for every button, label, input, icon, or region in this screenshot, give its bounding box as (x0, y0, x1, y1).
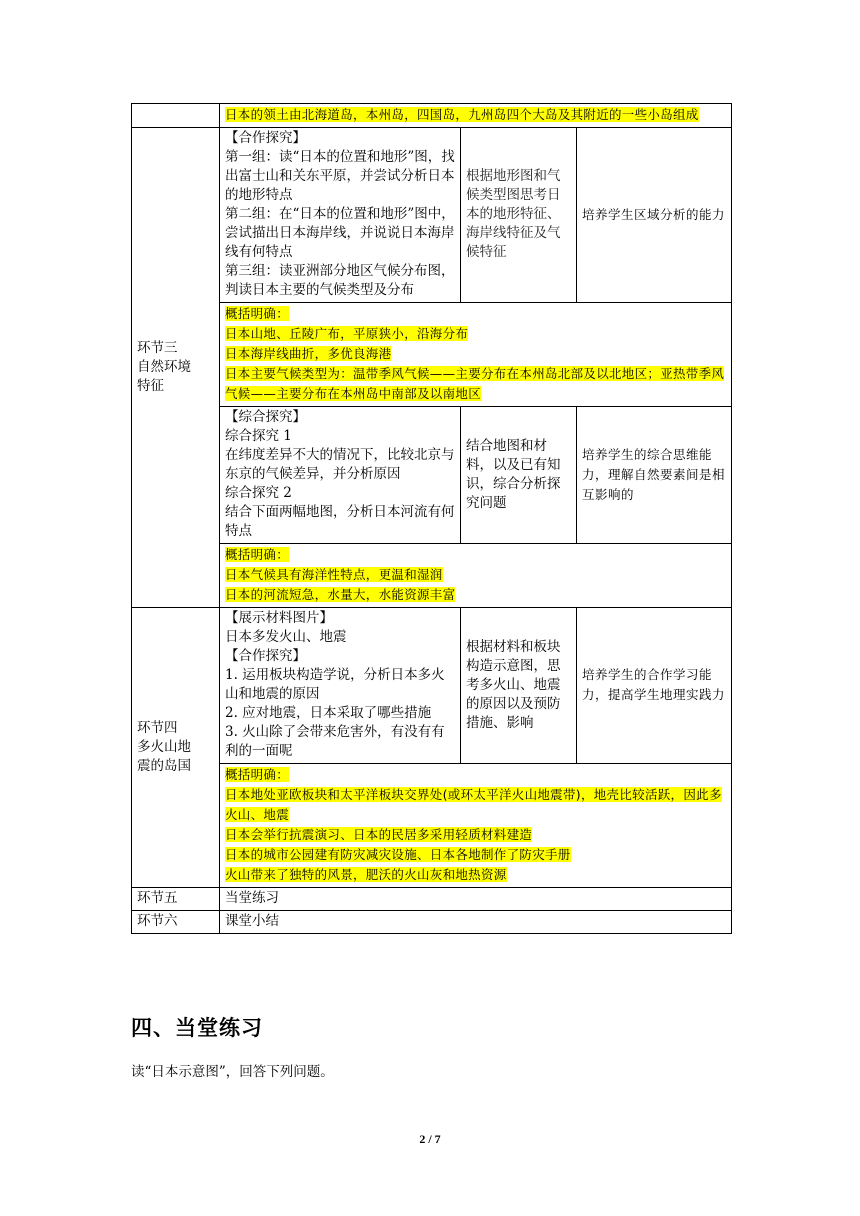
design-goal-cell: 培养学生区域分析的能力 (577, 128, 732, 303)
section-3-label: 环节三 自然环境 特征 (132, 128, 220, 608)
section-6-content: 课堂小结 (220, 911, 732, 934)
summary-cell (220, 104, 732, 128)
design-goal-cell: 培养学生的综合思维能力，理解自然要素间是相互影响的 (577, 407, 732, 544)
summary-cell: 概括明确： 日本山地、丘陵广布，平原狭小，沿海分布 日本海岸线曲折，多优良海港 日本主要气候类型为：温带季风气候——主要分布在本州岛北部及以北地区；亚热带季风气候——主要分布在本州岛中南部及以南地区 (220, 303, 732, 407)
summary-cell: 概括明确： 日本地处亚欧板块和太平洋板块交界处(或环太平洋火山地震带)，地壳比较活跃，因此多火山、地震 日本会举行抗震演习、日本的民居多采用轻质材料建造 日本的城市公园建有防灾减灾设施、日本各地制作了防灾手册 火山带来了独特的风景，肥沃的火山灰和地热资源 (220, 764, 732, 888)
lesson-plan-table (131, 103, 732, 934)
section-6-label: 环节六 (132, 911, 220, 934)
table-row (132, 128, 732, 303)
design-goal-cell: 培养学生的合作学习能力，提高学生地理实践力 (577, 608, 732, 764)
empty-cell (132, 104, 220, 128)
table-row (132, 303, 732, 407)
table-row (132, 608, 732, 764)
teacher-activity-cell: 【展示材料图片】 日本多发火山、地震 【合作探究】 1. 运用板块构造学说，分析日本多火山和地震的原因 2. 应对地震，日本采取了哪些措施 3. 火山除了会带来危害外，有没有有利的一面呢 (220, 608, 461, 764)
table-row (132, 888, 732, 911)
summary-cell: 概括明确： 日本气候具有海洋性特点，更温和湿润 日本的河流短急，水量大，水能资源丰富 (220, 544, 732, 608)
teacher-activity-cell: 【合作探究】 第一组：读“日本的位置和地形”图，找出富士山和关东平原，并尝试分析日本的地形特点 第二组：在“日本的位置和地形”图中，尝试描出日本海岸线，并说说日本海岸线有何特点 第三组：读亚洲部分地区气候分布图，判读日本主要的气候类型及分布 (220, 128, 461, 303)
student-activity-cell: 根据地形图和气候类型图思考日本的地形特征、海岸线特征及气候特征 (461, 128, 577, 303)
table-row (132, 764, 732, 888)
student-activity-cell: 结合地图和材料，以及已有知识，综合分析探究问题 (461, 407, 577, 544)
teacher-activity-cell: 【综合探究】 综合探究 1 在纬度差异不大的情况下，比较北京与东京的气候差异，并分析原因 综合探究 2 结合下面两幅地图，分析日本河流有何特点 (220, 407, 461, 544)
table-row (132, 911, 732, 934)
section-5-content: 当堂练习 (220, 888, 732, 911)
territory-summary: 日本的领土由北海道岛，本州岛，四国岛，九州岛四个大岛及其附近的一些小岛组成 (225, 107, 699, 122)
page-number: 2 / 7 (419, 1132, 441, 1146)
student-activity-cell: 根据材料和板块构造示意图，思考多火山、地震的原因以及预防措施、影响 (461, 608, 577, 764)
section-5-label: 环节五 (132, 888, 220, 911)
table-row (132, 544, 732, 608)
exercise-instruction: 读“日本示意图”，回答下列问题。 (131, 1064, 334, 1080)
table-row (132, 104, 732, 128)
table-row (132, 407, 732, 544)
section-heading: 四、当堂练习 (131, 1016, 263, 1040)
section-4-label: 环节四 多火山地 震的岛国 (132, 608, 220, 888)
